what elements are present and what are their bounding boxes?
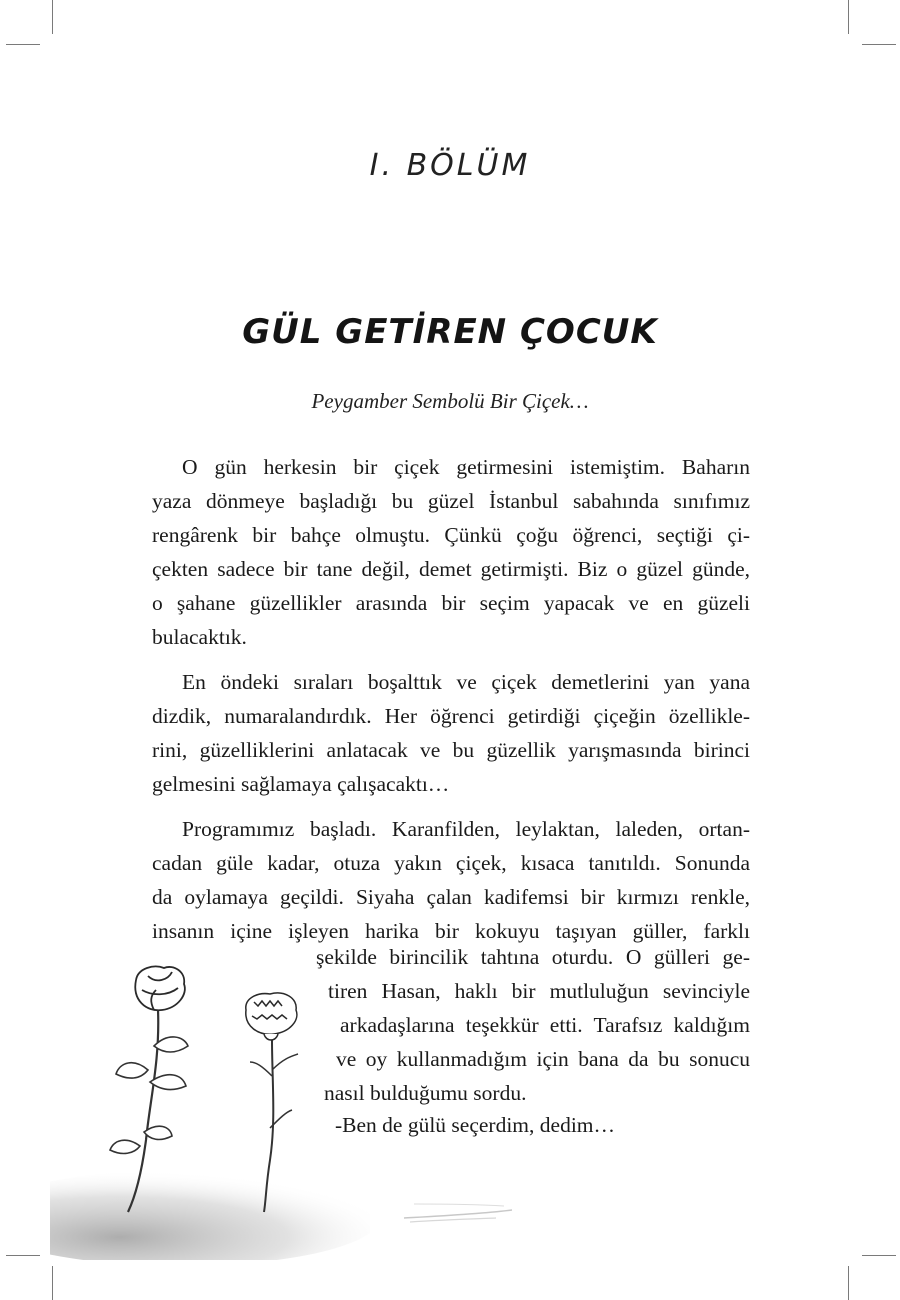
crop-mark-top-right [848,0,849,34]
closing-line: -Ben de gülü seçerdim, dedim… [335,1113,616,1137]
paragraph-line: rini, güzelliklerini anlatacak ve bu güzellik yarışmasında birinci [152,738,750,762]
paragraph-line: çekten sadece bir tane değil, demet getirmişti. Biz o güzel günde, [152,557,750,581]
paragraph-line: bulacaktık. [152,625,247,649]
crop-mark-bottom-right [848,1266,849,1300]
ground-shadow [50,1170,370,1260]
paragraph-line: yaza dönmeye başladığı bu güzel İstanbul sabahında sınıfımız [152,489,750,513]
paragraph-line: da oylamaya geçildi. Siyaha çalan kadifemsi bir kırmızı renkle, [152,885,750,909]
paragraph-2 [152,665,750,801]
crop-mark-bottom-left [52,1266,53,1300]
paragraph-line: O gün herkesin bir çiçek getirmesini istemiştim. Baharın [182,455,750,479]
rose-leaves [110,1037,188,1154]
paragraph-line: gelmesini sağlamaya çalışacaktı… [152,772,450,796]
paragraph-1 [152,450,750,654]
crop-mark-top-left-h [6,44,40,45]
paragraph-line: nasıl bulduğumu sordu. [324,1081,527,1105]
body-text [152,450,750,959]
flower-illustration [50,950,370,1260]
paragraph-line: tiren Hasan, haklı bir mutluluğun sevinciyle [328,979,750,1003]
paragraph-line: En öndeki sıraları boşalttık ve çiçek demetlerini yan yana [182,670,750,694]
chapter-subtitle: Peygamber Sembolü Bir Çiçek… [311,389,589,413]
paragraph-line: cadan güle kadar, otuza yakın çiçek, kısaca tanıtıldı. Sonunda [152,851,750,875]
chapter-title: GÜL GETİREN ÇOCUK [242,312,658,352]
carnation-bloom [246,993,297,1040]
rose-bloom [135,967,185,1011]
paragraph-3 [152,812,750,948]
paragraph-line: o şahane güzellikler arasında bir seçim yapacak ve en güzeli [152,591,750,615]
crop-mark-top-right-h [862,44,896,45]
crop-mark-bottom-left-h [6,1255,40,1256]
paragraph-line: insanın içine işleyen harika bir kokuyu taşıyan güller, farklı [152,919,750,943]
paragraph-line: şekilde birincilik tahtına oturdu. O gülleri ge- [316,945,750,969]
paragraph-line: dizdik, numaralandırdık. Her öğrenci getirdiği çiçeğin özellikle- [152,704,750,728]
chapter-heading: I. BÖLÜM [369,148,531,183]
decorative-stroke [400,1196,520,1226]
crop-mark-top-left [52,0,53,34]
paragraph-line: ve oy kullanmadığım için bana da bu sonucu [336,1047,750,1071]
paragraph-line: arkadaşlarına teşekkür etti. Tarafsız kaldığım [340,1013,750,1037]
paragraph-line: Programımız başladı. Karanfilden, leylaktan, laleden, ortan- [182,817,750,841]
paragraph-line: rengârenk bir bahçe olmuştu. Çünkü çoğu öğrenci, seçtiği çi- [152,523,750,547]
crop-mark-bottom-right-h [862,1255,896,1256]
